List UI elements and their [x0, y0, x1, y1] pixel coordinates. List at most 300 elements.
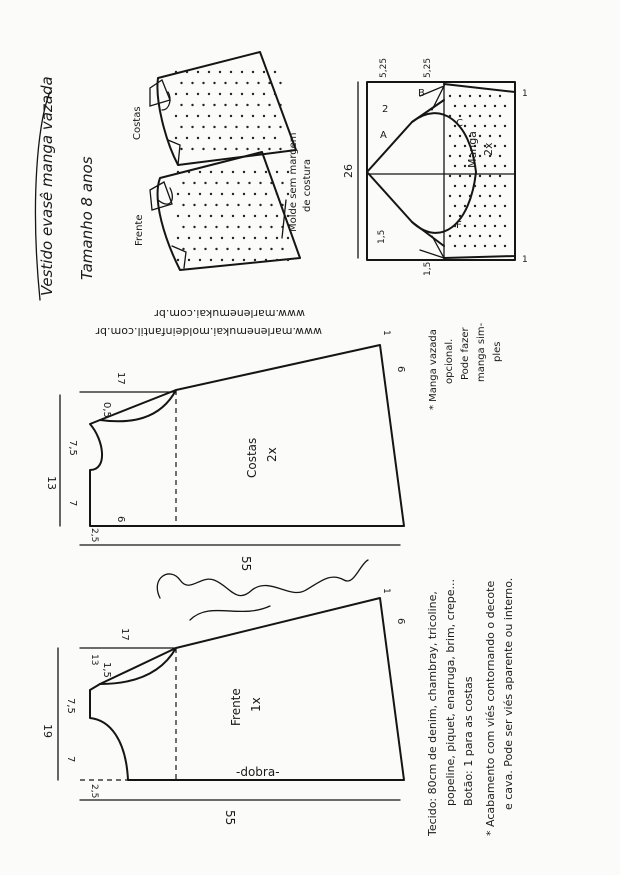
fabric-dot: [504, 185, 506, 187]
fabric-dot: [459, 235, 461, 237]
fabric-dot: [210, 193, 212, 195]
fabric-dot: [226, 226, 228, 228]
fabric-dot: [177, 193, 179, 195]
fabric-dot: [270, 204, 272, 206]
fabric-dot: [246, 126, 248, 128]
fabric-dot: [474, 205, 476, 207]
fabric-dot: [248, 226, 250, 228]
fabric-dot: [268, 104, 270, 106]
fabric-dot: [191, 148, 193, 150]
fabric-dot: [213, 126, 215, 128]
fabric-dot: [180, 82, 182, 84]
fabric-dot: [259, 204, 261, 206]
title-line2: Tamanho 8 anos: [78, 156, 96, 280]
fabric-dot: [254, 171, 256, 173]
sleeve-letter-a: A: [380, 130, 387, 141]
sleeve-note-4: manga sim-: [476, 322, 487, 382]
fabric-dot: [232, 193, 234, 195]
fabric-dot: [175, 137, 177, 139]
back-shoulder-drop: 7,5: [67, 440, 78, 456]
fabric-dot: [499, 115, 501, 117]
fabric-dot: [230, 137, 232, 139]
fabric-dot: [213, 104, 215, 106]
fabric-dot: [479, 215, 481, 217]
note-button: Botão: 1 para as costas: [462, 676, 475, 806]
fabric-dot: [180, 148, 182, 150]
fabric-dot: [504, 105, 506, 107]
seam-note-2: de costura: [302, 158, 313, 212]
fabric-dot: [459, 215, 461, 217]
fabric-dot: [219, 71, 221, 73]
fabric-dot: [265, 193, 267, 195]
back-armhole: 0,5: [101, 402, 112, 418]
fabric-dot: [469, 95, 471, 97]
fabric-dot: [177, 259, 179, 261]
sleeve-label: Manga: [466, 131, 479, 168]
fabric-dot: [494, 205, 496, 207]
fabric-dot: [259, 248, 261, 250]
sleeve-letter-b: B: [418, 88, 425, 99]
fabric-dot: [204, 248, 206, 250]
fabric-dot: [474, 185, 476, 187]
sleeve-note-1: * Manga vazada: [428, 329, 439, 410]
fabric-dot: [193, 204, 195, 206]
sleeve-count: 2x: [482, 142, 495, 156]
fabric-dot: [499, 135, 501, 137]
front-length: 55: [223, 810, 237, 826]
fabric-dot: [204, 226, 206, 228]
fabric-dot: [287, 237, 289, 239]
fabric-dot: [232, 237, 234, 239]
fabric-dot: [499, 215, 501, 217]
sleeve-letter-f: F: [456, 220, 462, 231]
fabric-dot: [241, 93, 243, 95]
fabric-dot: [270, 226, 272, 228]
fabric-dot: [449, 235, 451, 237]
fabric-dot: [237, 248, 239, 250]
fabric-dot: [274, 137, 276, 139]
front-small: 2,5: [89, 784, 99, 799]
fabric-dot: [221, 237, 223, 239]
fabric-dot: [459, 115, 461, 117]
fabric-dot: [276, 171, 278, 173]
fabric-dot: [489, 215, 491, 217]
sleeve-note-2: opcional.: [444, 338, 455, 384]
back-piece-label: Costas: [245, 437, 259, 478]
fabric-dot: [241, 115, 243, 117]
fabric-dot: [226, 204, 228, 206]
fabric-dot: [484, 125, 486, 127]
fabric-dot: [237, 182, 239, 184]
fabric-dot: [494, 165, 496, 167]
fabric-dot: [479, 155, 481, 157]
fabric-dot: [221, 215, 223, 217]
fabric-dot: [504, 225, 506, 227]
fabric-dot: [474, 225, 476, 227]
fabric-dot: [188, 215, 190, 217]
notes-block: [426, 578, 515, 837]
fabric-dot: [197, 71, 199, 73]
fabric-dot: [248, 182, 250, 184]
fabric-dot: [499, 235, 501, 237]
fabric-dot: [221, 171, 223, 173]
fabric-dot: [182, 182, 184, 184]
fabric-dot: [197, 93, 199, 95]
fabric-dot: [484, 165, 486, 167]
fabric-dot: [193, 248, 195, 250]
sleeve-top-right: 5,25: [423, 57, 433, 78]
fabric-dot: [204, 204, 206, 206]
fabric-dot: [175, 115, 177, 117]
fabric-dot: [499, 175, 501, 177]
fabric-dot: [281, 248, 283, 250]
note-finish-2: e cava. Pode ser viés aparente ou interno.: [502, 577, 515, 810]
fabric-dot: [265, 259, 267, 261]
fabric-dot: [199, 237, 201, 239]
fabric-dot: [186, 137, 188, 139]
fabric-dot: [208, 137, 210, 139]
fabric-dot: [454, 205, 456, 207]
fabric-dot: [504, 245, 506, 247]
fabric-dot: [204, 182, 206, 184]
note-fabric: Tecido: 80cm de denim, chambray, tricoline,: [426, 591, 439, 836]
fabric-dot: [246, 82, 248, 84]
sleeve-top-left: 5,25: [379, 57, 389, 78]
fabric-dot: [252, 137, 254, 139]
back-length: 55: [239, 556, 253, 572]
back-sketch-label: Costas: [132, 106, 143, 140]
fabric-dot: [241, 71, 243, 73]
fabric-dot: [464, 245, 466, 247]
fabric-dot: [270, 182, 272, 184]
sleeve-height: 26: [342, 164, 355, 178]
seam-note-1: Molde sem margem: [288, 132, 299, 232]
fabric-dot: [459, 135, 461, 137]
sleeve-letter-c: C: [456, 118, 463, 129]
fabric-dot: [213, 82, 215, 84]
front-sketch-label: Frente: [134, 214, 145, 246]
fabric-dot: [230, 93, 232, 95]
fabric-dot: [464, 205, 466, 207]
fabric-dot: [263, 137, 265, 139]
fabric-dot: [224, 82, 226, 84]
fabric-dot: [237, 226, 239, 228]
fabric-dot: [449, 135, 451, 137]
fabric-dot: [274, 93, 276, 95]
fabric-dot: [180, 104, 182, 106]
fabric-dot: [210, 237, 212, 239]
fabric-dot: [259, 226, 261, 228]
fabric-dot: [494, 245, 496, 247]
fabric-dot: [464, 105, 466, 107]
fabric-dot: [208, 71, 210, 73]
fabric-dot: [243, 237, 245, 239]
fabric-dot: [215, 248, 217, 250]
fabric-dot: [489, 175, 491, 177]
website-1: www.marlenemukai.moldeinfantil.com.br: [95, 325, 322, 338]
fabric-dot: [274, 115, 276, 117]
fabric-dot: [208, 115, 210, 117]
title-block: [38, 76, 96, 296]
fabric-dot: [449, 155, 451, 157]
signature: [157, 560, 368, 620]
fabric-dot: [265, 215, 267, 217]
front-hem-flare: 6: [395, 618, 406, 625]
back-hem-rise: 1: [381, 330, 391, 336]
fabric-dot: [182, 226, 184, 228]
front-piece-count: 1x: [249, 697, 263, 712]
note-fabric-2: popeline, piquet, enarruga, brim, crepe...: [444, 579, 457, 806]
fabric-dot: [489, 235, 491, 237]
fabric-dot: [232, 259, 234, 261]
fabric-dot: [464, 225, 466, 227]
fabric-dot: [504, 165, 506, 167]
fabric-dot: [504, 205, 506, 207]
title-line1: Vestido evasê manga vazada: [38, 76, 56, 296]
fabric-dot: [469, 235, 471, 237]
fabric-dot: [215, 182, 217, 184]
fabric-dot: [276, 215, 278, 217]
fabric-dot: [186, 93, 188, 95]
fabric-dot: [268, 126, 270, 128]
fabric-dot: [243, 193, 245, 195]
fabric-dot: [479, 235, 481, 237]
fabric-dot: [263, 115, 265, 117]
fabric-dot: [494, 105, 496, 107]
fabric-dot: [224, 104, 226, 106]
fabric-dot: [210, 259, 212, 261]
fabric-dot: [276, 193, 278, 195]
fabric-dot: [499, 155, 501, 157]
fabric-dot: [279, 148, 281, 150]
fabric-dot: [199, 215, 201, 217]
fabric-dot: [464, 185, 466, 187]
fabric-dot: [257, 148, 259, 150]
fabric-dot: [215, 226, 217, 228]
fabric-dot: [449, 95, 451, 97]
fabric-dot: [235, 126, 237, 128]
sleeve-num-1a: 1: [522, 89, 528, 99]
front-fold-label: -dobra-: [236, 765, 280, 779]
fabric-dot: [489, 115, 491, 117]
back-piece: [45, 330, 406, 571]
sleeve-dim-15: 1,5: [377, 229, 387, 244]
fabric-dot: [243, 171, 245, 173]
fabric-dot: [479, 175, 481, 177]
fabric-dot: [188, 193, 190, 195]
fabric-dot: [219, 137, 221, 139]
sketch-front: [134, 152, 300, 270]
front-small-top: 13: [89, 654, 99, 666]
fabric-dot: [197, 115, 199, 117]
sleeve-num-2: 2: [382, 104, 389, 115]
back-hem-flare: 6: [395, 366, 406, 373]
fabric-dot: [276, 237, 278, 239]
fabric-dot: [191, 126, 193, 128]
sleeve-note-3: Pode fazer: [460, 327, 471, 380]
fabric-dot: [499, 95, 501, 97]
fabric-dot: [474, 245, 476, 247]
fabric-dot: [484, 225, 486, 227]
fabric-dot: [454, 185, 456, 187]
fabric-dot: [449, 195, 451, 197]
fabric-dot: [177, 237, 179, 239]
fabric-dot: [489, 135, 491, 137]
fabric-dot: [279, 126, 281, 128]
fabric-dot: [180, 126, 182, 128]
fabric-dot: [257, 82, 259, 84]
front-armhole: 1,5: [101, 662, 112, 678]
fabric-dot: [254, 193, 256, 195]
website-2: www.marlenemukai.com.br: [154, 307, 305, 320]
fabric-dot: [237, 204, 239, 206]
fabric-dot: [252, 71, 254, 73]
fabric-dot: [494, 185, 496, 187]
fabric-dot: [484, 105, 486, 107]
fabric-dot: [474, 125, 476, 127]
fabric-dot: [175, 71, 177, 73]
fabric-dot: [489, 95, 491, 97]
fabric-dot: [459, 95, 461, 97]
fabric-dot: [246, 104, 248, 106]
front-shoulder: 17: [119, 628, 130, 641]
front-piece-label: Frente: [229, 688, 243, 726]
fabric-dot: [449, 115, 451, 117]
fabric-dot: [274, 71, 276, 73]
fabric-dot: [191, 104, 193, 106]
fabric-dot: [479, 135, 481, 137]
fabric-dot: [186, 115, 188, 117]
fabric-dot: [257, 104, 259, 106]
fabric-dot: [279, 82, 281, 84]
fabric-dot: [479, 95, 481, 97]
fabric-dot: [279, 104, 281, 106]
fabric-dot: [182, 248, 184, 250]
fabric-dot: [191, 82, 193, 84]
fabric-dot: [202, 126, 204, 128]
fabric-dot: [208, 93, 210, 95]
front-neck-depth: 7: [65, 756, 76, 763]
front-piece: [41, 588, 406, 825]
back-piece-count: 2x: [265, 447, 279, 462]
fabric-dot: [281, 182, 283, 184]
fabric-dot: [449, 175, 451, 177]
website-block: [95, 307, 322, 338]
fabric-dot: [499, 195, 501, 197]
fabric-dot: [177, 215, 179, 217]
fabric-dot: [186, 71, 188, 73]
fabric-dot: [243, 259, 245, 261]
fabric-dot: [254, 259, 256, 261]
back-neck-depth: 7: [67, 500, 78, 507]
fabric-dot: [459, 195, 461, 197]
fabric-dot: [175, 93, 177, 95]
fabric-dot: [459, 155, 461, 157]
fabric-dot: [479, 115, 481, 117]
fabric-dot: [268, 148, 270, 150]
sketch-back: [132, 52, 296, 165]
fabric-dot: [281, 204, 283, 206]
fabric-dot: [270, 248, 272, 250]
fabric-dot: [252, 115, 254, 117]
fabric-dot: [454, 145, 456, 147]
front-hem-rise: 1: [381, 588, 391, 594]
fabric-dot: [257, 126, 259, 128]
back-small: 2,5: [89, 528, 99, 543]
fabric-dot: [248, 248, 250, 250]
fabric-dot: [246, 148, 248, 150]
fabric-dot: [232, 215, 234, 217]
fabric-dot: [199, 193, 201, 195]
fabric-dot: [268, 82, 270, 84]
back-shoulder: 17: [115, 372, 126, 385]
fabric-dot: [494, 225, 496, 227]
fabric-dot: [464, 125, 466, 127]
fabric-dot: [252, 93, 254, 95]
sleeve-dim-14: 1,5: [423, 261, 433, 276]
fabric-dot: [219, 93, 221, 95]
fabric-dot: [484, 205, 486, 207]
sleeve-note-5: ples: [492, 341, 503, 362]
fabric-dot: [213, 148, 215, 150]
fabric-dot: [449, 215, 451, 217]
fabric-dot: [199, 171, 201, 173]
fabric-dot: [188, 237, 190, 239]
fabric-dot: [188, 259, 190, 261]
sleeve-note: [428, 322, 503, 410]
fabric-dot: [459, 175, 461, 177]
fabric-dot: [454, 245, 456, 247]
fabric-dot: [287, 259, 289, 261]
fabric-dot: [265, 237, 267, 239]
back-neck-width: 6: [115, 516, 126, 523]
fabric-dot: [224, 126, 226, 128]
fabric-dot: [202, 148, 204, 150]
sleeve-pattern: [342, 58, 528, 276]
fabric-dot: [226, 182, 228, 184]
fabric-dot: [504, 125, 506, 127]
fabric-dot: [199, 259, 201, 261]
fabric-dot: [469, 115, 471, 117]
fabric-dot: [454, 105, 456, 107]
fabric-dot: [221, 193, 223, 195]
fabric-dot: [259, 182, 261, 184]
note-finish: * Acabamento com viés contornando o decote: [484, 580, 497, 836]
fabric-dot: [188, 171, 190, 173]
back-half-width: 13: [45, 476, 58, 490]
fabric-dot: [479, 195, 481, 197]
fabric-dot: [243, 215, 245, 217]
fabric-dot: [489, 195, 491, 197]
fabric-dot: [263, 71, 265, 73]
fabric-dot: [219, 115, 221, 117]
front-shoulder-drop: 7,5: [65, 698, 76, 714]
fabric-dot: [210, 215, 212, 217]
fabric-dot: [230, 71, 232, 73]
front-half-width: 19: [41, 724, 54, 738]
fabric-dot: [235, 104, 237, 106]
fabric-dot: [254, 237, 256, 239]
fabric-dot: [230, 115, 232, 117]
fabric-dot: [248, 204, 250, 206]
fabric-dot: [193, 226, 195, 228]
fabric-dot: [235, 82, 237, 84]
fabric-dot: [202, 82, 204, 84]
fabric-dot: [276, 259, 278, 261]
fabric-dot: [254, 215, 256, 217]
fabric-dot: [241, 137, 243, 139]
fabric-dot: [202, 104, 204, 106]
